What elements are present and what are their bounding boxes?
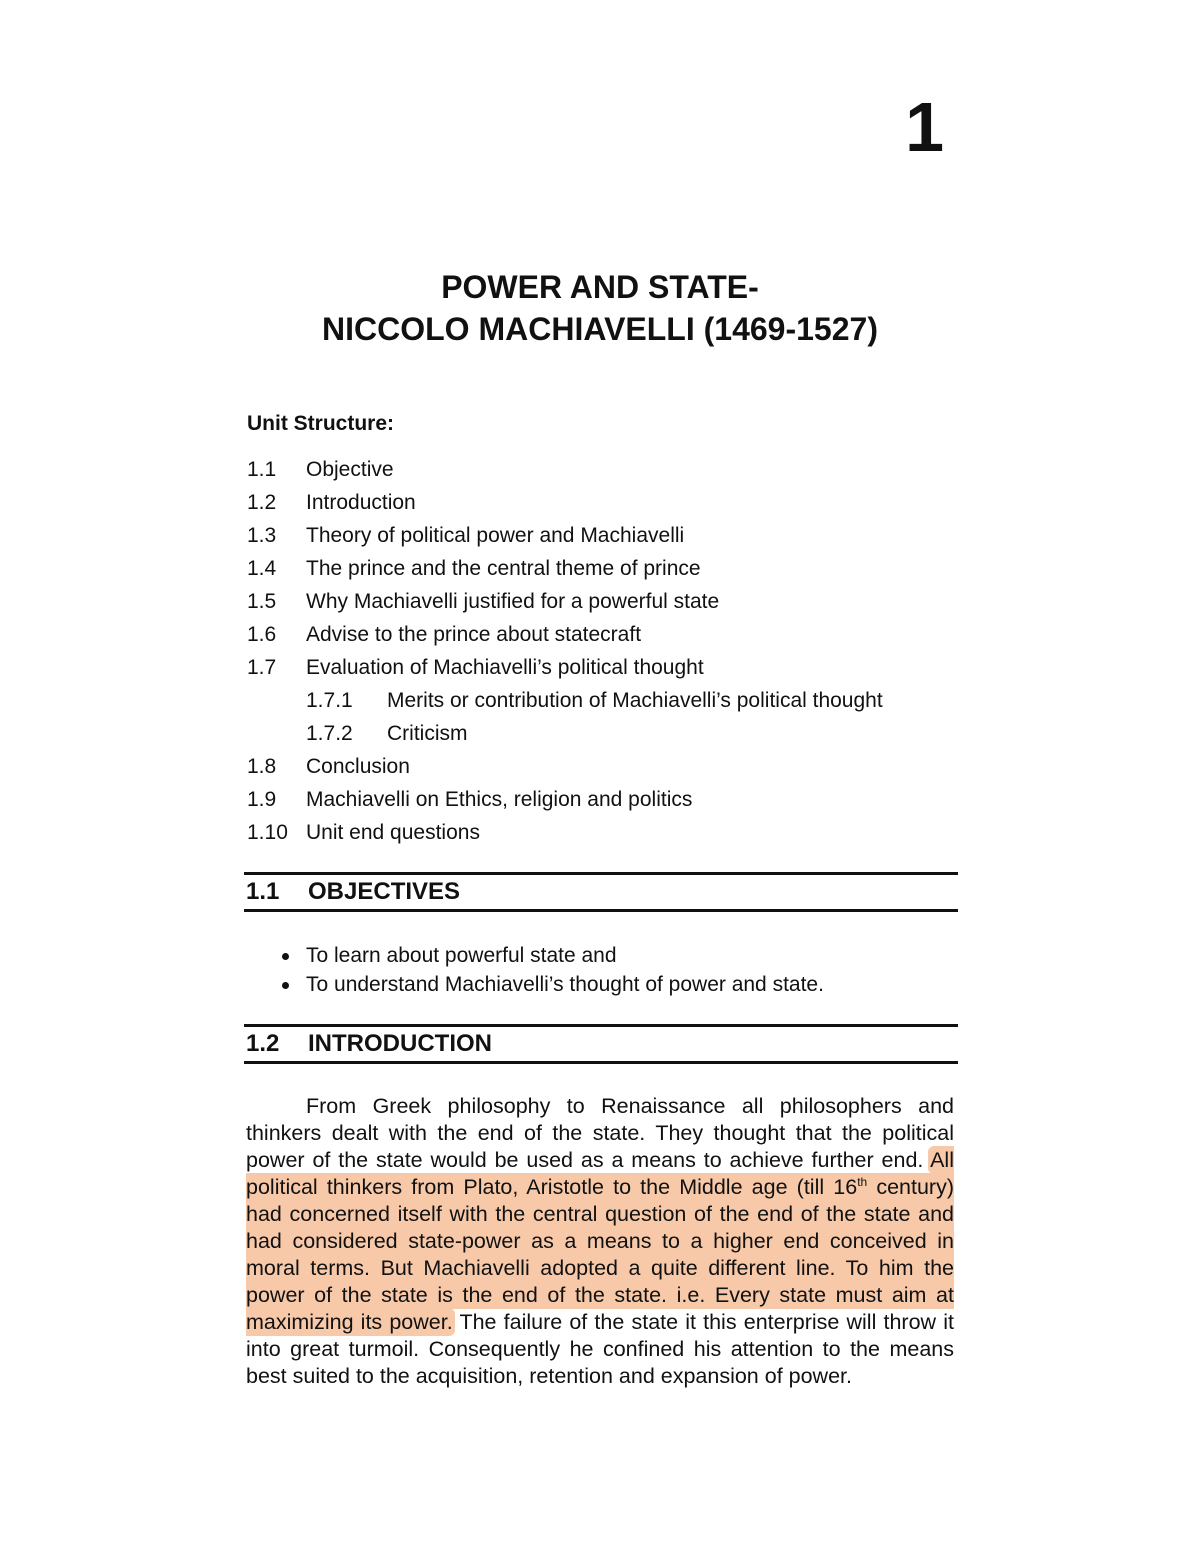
toc-item-label: Theory of political power and Machiavelli <box>306 524 685 547</box>
toc-item <box>247 816 967 849</box>
list-item-text: To understand Machiavelli’s thought of power and state. <box>306 973 824 996</box>
bullet-icon <box>282 953 289 960</box>
objectives-list <box>282 941 824 999</box>
chapter-title-line-1: POWER AND STATE- <box>441 269 759 305</box>
highlighted-text-part-2: century) had concerned itself with the central question of the end of the state and had considered state-power as a means to a higher end conceived in moral terms. But Machiavelli adopted a quite different line. To him the power of the state is the end of the state. i.e. Every state must aim at maximizing its power. <box>246 1175 955 1334</box>
toc-item-number: 1.9 <box>247 788 277 811</box>
toc-item-label: Merits or contribution of Machiavelli’s political thought <box>387 689 883 712</box>
section-heading-objectives <box>244 872 958 912</box>
highlighted-text-part-1: All political thinkers from Plato, Aristotle to the Middle age (till 16 <box>246 1148 954 1199</box>
section-title: INTRODUCTION <box>308 1030 492 1057</box>
toc-item-label: Introduction <box>306 491 416 514</box>
toc-item <box>247 585 967 618</box>
toc-item-label: The prince and the central theme of prince <box>306 557 701 580</box>
toc-item-number: 1.8 <box>247 755 277 778</box>
section-number: 1.1 <box>246 878 280 905</box>
toc-item <box>247 552 967 585</box>
toc-item-label: Evaluation of Machiavelli’s political thought <box>306 656 704 679</box>
unit-structure <box>247 410 967 849</box>
toc-subitem <box>247 717 967 750</box>
list-item <box>282 941 824 970</box>
paragraph-text: The failure of the state it this enterprise will throw it into great turmoil. Consequently he confined his attention to the means best suited to the acquisition, retention and expansion of power. <box>246 1310 954 1388</box>
toc-item-number: 1.7 <box>247 656 277 679</box>
chapter-title-line-2: NICCOLO MACHIAVELLI (1469-1527) <box>322 311 878 347</box>
section-number: 1.2 <box>246 1030 280 1057</box>
toc-item-number: 1.5 <box>247 590 277 613</box>
list-item-text: To learn about powerful state and <box>306 944 617 967</box>
toc-item-number: 1.1 <box>247 458 277 481</box>
toc-subitem <box>247 684 967 717</box>
paragraph-text: From Greek philosophy to Renaissance all philosophers and thinkers dealt with the end of the state. They thought that the political power of the state would be used as a means to achieve further end. <box>246 1094 954 1172</box>
list-item <box>282 970 824 999</box>
unit-structure-heading: Unit Structure: <box>247 412 394 435</box>
bullet-icon <box>282 982 289 989</box>
toc-item-label: Objective <box>306 458 394 481</box>
toc-item-number: 1.7.2 <box>306 722 353 745</box>
toc-item <box>247 519 967 552</box>
chapter-number: 1 <box>905 88 944 166</box>
toc-item <box>247 750 967 783</box>
toc-item-label: Unit end questions <box>306 821 480 844</box>
toc-item-number: 1.10 <box>247 821 288 844</box>
section-title: OBJECTIVES <box>308 878 461 905</box>
toc-item-number: 1.4 <box>247 557 277 580</box>
toc-item-label: Conclusion <box>306 755 410 778</box>
toc-item-number: 1.2 <box>247 491 277 514</box>
toc-item <box>247 453 967 486</box>
introduction-paragraph <box>246 1093 954 1390</box>
chapter-title <box>0 266 1200 350</box>
toc-item-label: Why Machiavelli justified for a powerful state <box>306 590 720 613</box>
toc-item <box>247 651 967 684</box>
toc-item <box>247 783 967 816</box>
toc-item <box>247 618 967 651</box>
section-heading-introduction <box>244 1024 958 1064</box>
toc-item-label: Machiavelli on Ethics, religion and politics <box>306 788 693 811</box>
toc-item-number: 1.7.1 <box>306 689 353 712</box>
toc-item-label: Criticism <box>387 722 468 745</box>
toc-item-label: Advise to the prince about statecraft <box>306 623 642 646</box>
superscript: th <box>857 1174 868 1189</box>
toc-item-number: 1.6 <box>247 623 277 646</box>
toc-item-number: 1.3 <box>247 524 277 547</box>
toc-item <box>247 486 967 519</box>
highlighted-text <box>246 1148 954 1334</box>
